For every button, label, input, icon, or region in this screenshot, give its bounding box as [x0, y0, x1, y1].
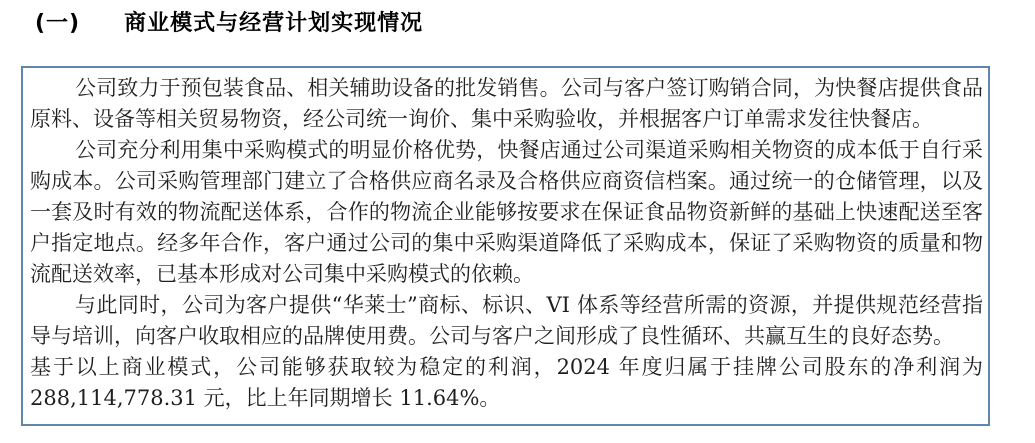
paragraph-procurement-advantage: 公司充分利用集中采购模式的明显价格优势，快餐店通过公司渠道采购相关物资的成本低于自行采购成本。公司采购管理部门建立了合格供应商名录及合格供应商资信档案。通过统一的仓储管理，以及一套及时有效的物流配送体系，合作的物流企业能够按要求在保证食品物资新鲜的基础上快速配送至客户指定地点。经多年合作，客户通过公司的集中采购渠道降低了采购成本，保证了采购物资的质量和物流配送效率，已基本形成对公司集中采购模式的依赖。: [30, 138, 983, 286]
paragraph-profit-figures: 基于以上商业模式，公司能够获取较为稳定的利润，2024 年度归属于挂牌公司股东的净利润为288,114,778.31 元，比上年同期增长 11.64%。: [30, 355, 983, 410]
section-title: 商业模式与经营计划实现情况: [124, 11, 424, 36]
paragraph-business-overview: 公司致力于预包装食品、相关辅助设备的批发销售。公司与客户签订购销合同，为快餐店提供食品原料、设备等相关贸易物资，经公司统一询价、集中采购验收，并根据客户订单需求发往快餐店。: [30, 76, 983, 131]
business-model-box: [21, 66, 990, 426]
section-number: (一): [35, 11, 81, 36]
paragraph-brand-resources: 与此同时，公司为客户提供“华莱士”商标、标识、VI 体系等经营所需的资源，并提供规范经营指导与培训，向客户收取相应的品牌使用费。公司与客户之间形成了良性循环、共赢互生的良好态势。: [30, 293, 983, 348]
section-heading: [35, 11, 423, 37]
